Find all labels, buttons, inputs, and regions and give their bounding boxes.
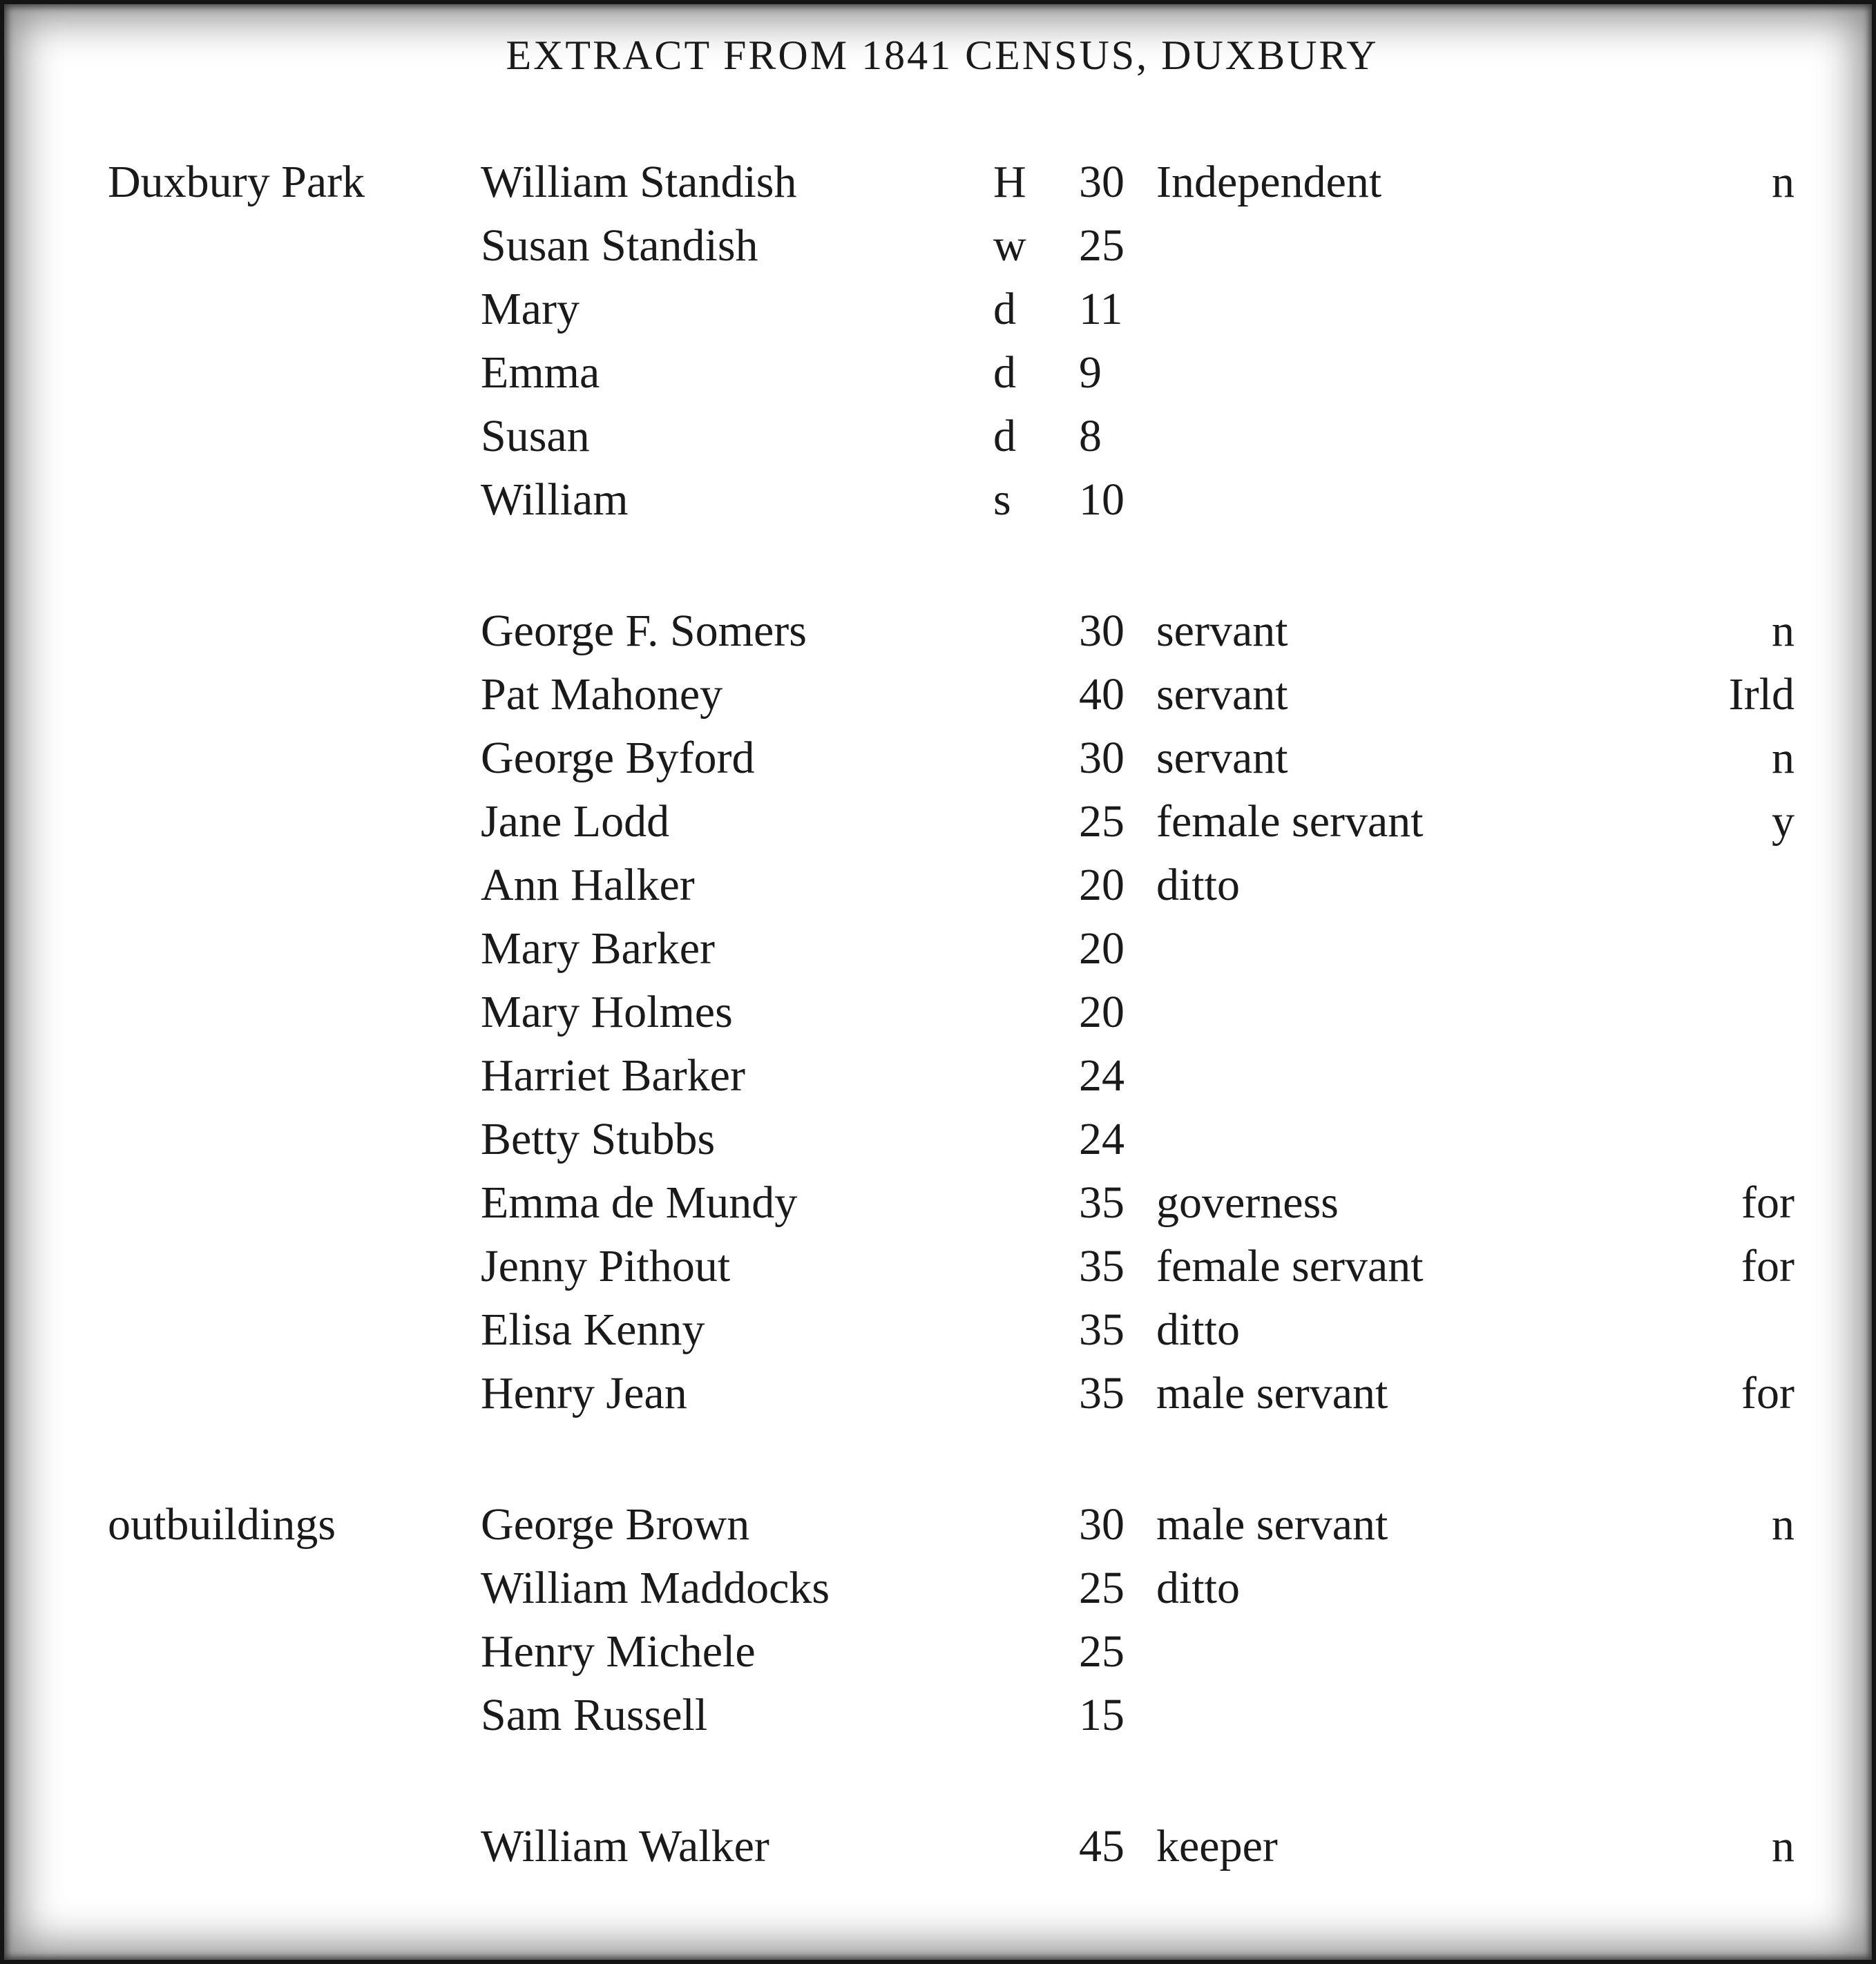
census-born: Irld [1728,669,1794,720]
census-age: 30 [1079,733,1124,783]
census-row [4,663,1872,726]
census-occupation: male servant [1156,1499,1388,1550]
census-born: n [1772,1499,1794,1550]
census-name: William Maddocks [481,1563,830,1613]
census-name: Emma de Mundy [481,1177,798,1228]
census-age: 8 [1079,411,1102,461]
census-age: 24 [1079,1050,1124,1101]
census-age: 30 [1079,1499,1124,1550]
census-age: 25 [1079,1626,1124,1677]
census-row [4,1557,1872,1620]
census-occupation: female servant [1156,796,1424,847]
census-age: 35 [1079,1368,1124,1418]
census-age: 30 [1079,606,1124,656]
census-age: 24 [1079,1114,1124,1164]
census-name: William Walker [481,1821,769,1871]
census-row [4,1815,1872,1878]
census-table [4,4,1872,1960]
census-age: 9 [1079,347,1102,398]
census-row [4,1235,1872,1298]
census-row [4,341,1872,405]
census-name: Jenny Pithout [481,1241,731,1291]
census-row [4,405,1872,468]
census-occupation: female servant [1156,1241,1424,1291]
census-relation: d [993,284,1016,334]
census-name: Harriet Barker [481,1050,745,1101]
census-row [4,599,1872,663]
census-occupation: servant [1156,606,1288,656]
page-title: EXTRACT FROM 1841 CENSUS, DUXBURY [506,32,1379,78]
census-name: George F. Somers [481,606,807,656]
census-name: William Standish [481,157,797,207]
census-occupation: servant [1156,733,1288,783]
census-name: Mary Holmes [481,987,733,1037]
census-born: n [1772,606,1794,656]
census-born: for [1741,1241,1794,1291]
census-age: 11 [1079,284,1123,334]
census-age: 10 [1079,474,1124,525]
census-occupation: servant [1156,669,1288,720]
census-born: for [1741,1177,1794,1228]
census-row [4,1684,1872,1747]
census-born: y [1772,796,1794,847]
census-row [4,1620,1872,1684]
census-row [4,981,1872,1044]
census-row [4,1298,1872,1362]
census-relation: d [993,347,1016,398]
census-name: William [481,474,629,525]
census-name: Pat Mahoney [481,669,723,720]
census-relation: w [993,220,1026,271]
census-row [4,1362,1872,1425]
census-age: 35 [1079,1241,1124,1291]
census-name: Sam Russell [481,1690,708,1740]
census-born: n [1772,733,1794,783]
census-age: 25 [1079,796,1124,847]
census-relation: H [993,157,1026,207]
census-row [4,854,1872,917]
census-age: 25 [1079,220,1124,271]
census-location: Duxbury Park [108,157,365,207]
census-row [4,1493,1872,1557]
census-name: Henry Michele [481,1626,756,1677]
census-name: Elisa Kenny [481,1304,705,1355]
census-age: 35 [1079,1177,1124,1228]
census-row [4,726,1872,790]
census-name: Mary Barker [481,923,716,974]
census-name: Betty Stubbs [481,1114,716,1164]
census-age: 20 [1079,987,1124,1037]
census-age: 25 [1079,1563,1124,1613]
census-age: 40 [1079,669,1124,720]
census-occupation: ditto [1156,860,1241,910]
census-row [4,151,1872,214]
census-name: Susan Standish [481,220,758,271]
census-age: 35 [1079,1304,1124,1355]
census-name: Jane Lodd [481,796,670,847]
census-born: for [1741,1368,1794,1418]
census-age: 20 [1079,860,1124,910]
census-occupation: ditto [1156,1563,1241,1613]
census-name: Ann Halker [481,860,695,910]
census-age: 20 [1079,923,1124,974]
census-age: 30 [1079,157,1124,207]
census-location: outbuildings [108,1499,336,1550]
census-occupation: Independent [1156,157,1382,207]
census-occupation: male servant [1156,1368,1388,1418]
census-name: Henry Jean [481,1368,687,1418]
census-row [4,790,1872,854]
census-born: n [1772,157,1794,207]
census-row [4,468,1872,532]
census-name: George Byford [481,733,755,783]
census-row [4,278,1872,341]
census-row [4,917,1872,981]
census-occupation: ditto [1156,1304,1241,1355]
census-row [4,1108,1872,1171]
census-relation: d [993,411,1016,461]
census-name: Emma [481,347,600,398]
census-age: 15 [1079,1690,1124,1740]
census-occupation: governess [1156,1177,1339,1228]
census-name: Susan [481,411,590,461]
census-occupation: keeper [1156,1821,1278,1871]
census-name: George Brown [481,1499,750,1550]
census-row [4,214,1872,278]
census-age: 45 [1079,1821,1124,1871]
census-row [4,1171,1872,1235]
census-name: Mary [481,284,580,334]
census-born: n [1772,1821,1794,1871]
census-row [4,1044,1872,1108]
census-relation: s [993,474,1011,525]
